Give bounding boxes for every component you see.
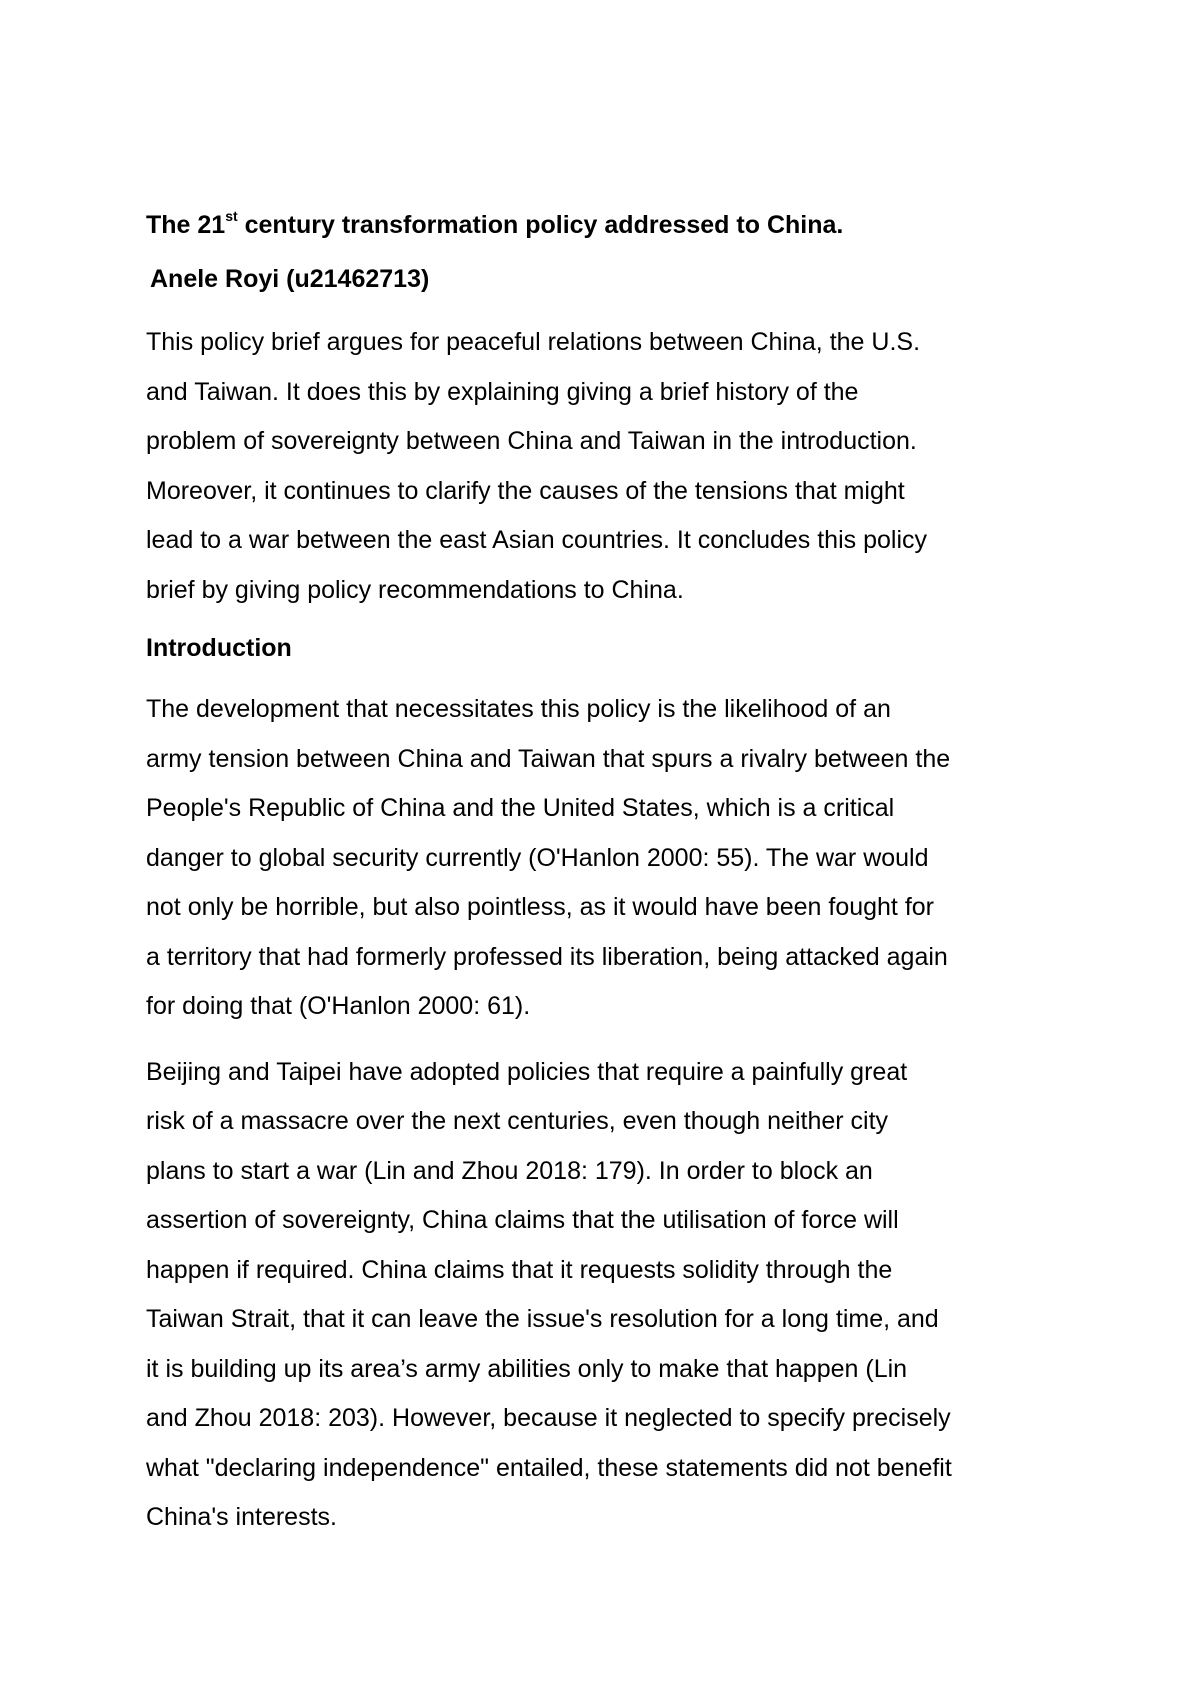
intro-para2-line: Beijing and Taipei have adopted policies that require a painfully great (146, 1057, 908, 1086)
abstract-line: problem of sovereignty between China and Taiwan in the introduction. (146, 427, 917, 455)
title-prefix: The 21 (146, 211, 226, 239)
abstract-line: This policy brief argues for peaceful relations between China, the U.S. (146, 328, 921, 356)
intro-para1-line: The development that necessitates this policy is the likelihood of an (146, 695, 891, 723)
intro-para2-line: risk of a massacre over the next centuries, even though neither city (146, 1107, 889, 1135)
intro-para2-line: it is building up its area’s army abilities only to make that happen (Lin (146, 1354, 908, 1383)
intro-para1-line: danger to global security currently (O'Hanlon 2000: 55). The war would (146, 843, 929, 872)
intro-para2-line: what "declaring independence" entailed, these statements did not benefit (146, 1453, 952, 1482)
document-author: Anele Royi (u21462713) (150, 265, 430, 293)
introduction-paragraph-1 (146, 685, 1076, 1032)
intro-para1-line: army tension between China and Taiwan that spurs a rivalry between the (146, 744, 951, 773)
section-heading-introduction: Introduction (146, 634, 292, 662)
intro-para1-line: not only be horrible, but also pointless, as it would have been fought for (146, 893, 935, 921)
abstract-line: Moreover, it continues to clarify the causes of the tensions that might (146, 476, 905, 505)
title-superscript: st (225, 207, 238, 224)
abstract-line: lead to a war between the east Asian countries. It concludes this policy (146, 526, 928, 554)
intro-para2-line: happen if required. China claims that it requests solidity through the (146, 1255, 893, 1284)
abstract-line: and Taiwan. It does this by explaining giving a brief history of the (146, 377, 859, 406)
intro-para1-line: People's Republic of China and the United States, which is a critical (146, 794, 895, 822)
intro-para1-line: for doing that (O'Hanlon 2000: 61). (146, 992, 531, 1020)
intro-para2-line: assertion of sovereignty, China claims that the utilisation of force will (146, 1206, 899, 1234)
intro-para2-line: plans to start a war (Lin and Zhou 2018: 179). In order to block an (146, 1156, 873, 1185)
intro-para2-line: Taiwan Strait, that it can leave the issue's resolution for a long time, and (146, 1305, 939, 1333)
intro-para1-line: a territory that had formerly professed its liberation, being attacked again (146, 942, 948, 971)
intro-para2-line: and Zhou 2018: 203). However, because it neglected to specify precisely (146, 1404, 951, 1432)
title-suffix: century transformation policy addressed to China. (237, 211, 844, 239)
abstract-line: brief by giving policy recommendations to China. (146, 575, 684, 604)
document-body (146, 208, 1076, 1543)
document-title (146, 208, 1076, 242)
abstract-paragraph (146, 318, 1076, 615)
intro-para2-line: China's interests. (146, 1503, 337, 1531)
introduction-paragraph-2 (146, 1048, 1076, 1543)
